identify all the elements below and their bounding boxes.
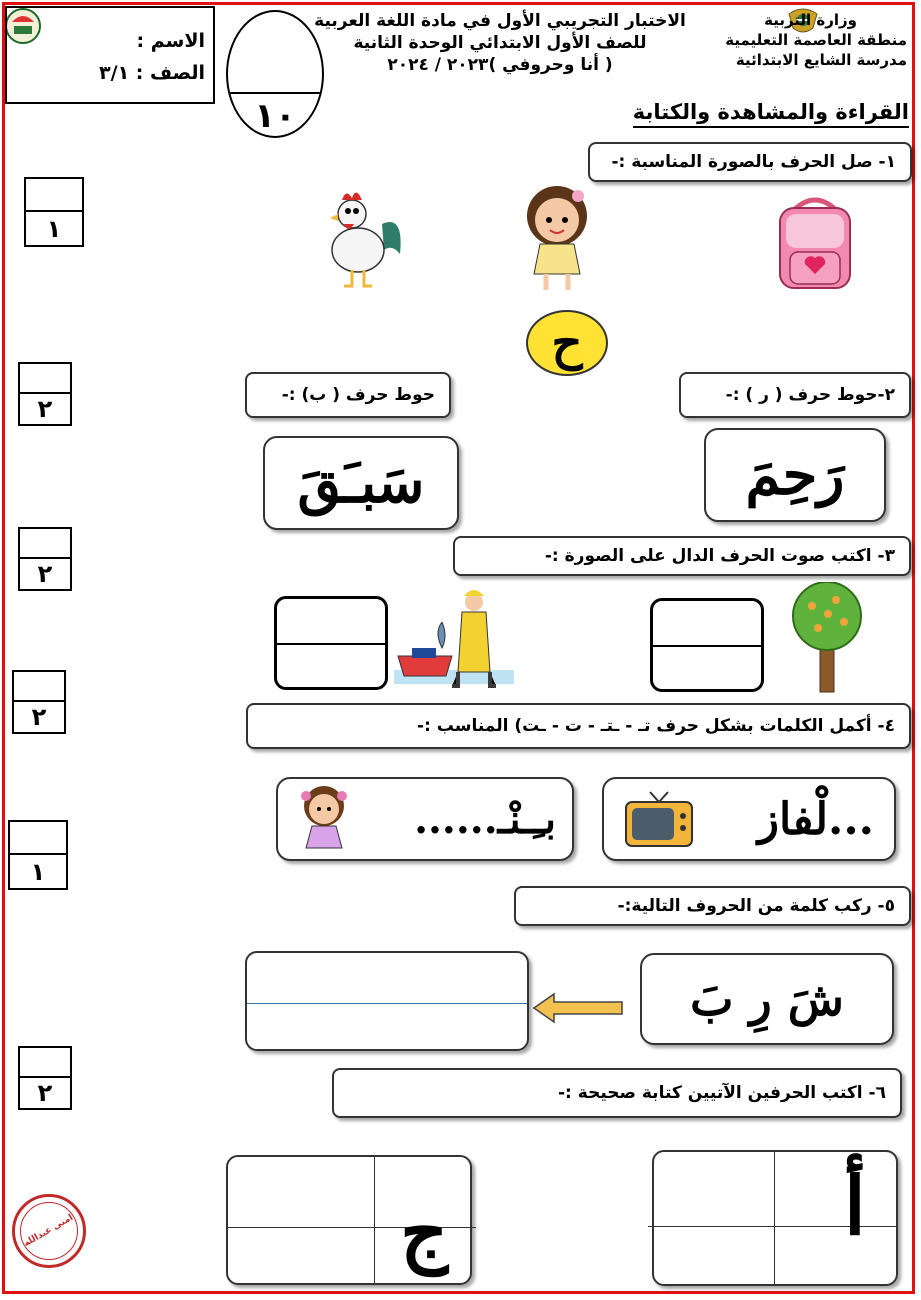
q3-answer-box-tree[interactable]	[650, 598, 764, 692]
q4-word-tv-box	[602, 777, 896, 861]
q5-letters: شَ رِ بَ	[640, 953, 894, 1045]
class-label: الصف : ٣/١	[99, 62, 205, 84]
grade-unit: للصف الأول الابتدائي الوحدة الثانية	[353, 33, 647, 53]
q1-prompt: ١- صل الحرف بالصورة المناسبة :-	[588, 142, 912, 182]
q5-answer-box[interactable]	[245, 951, 529, 1051]
unit-year: ( أنا وحروفي )٢٠٢٣ / ٢٠٢٤	[387, 55, 613, 75]
total-score-circle	[226, 10, 324, 138]
tv-icon	[624, 790, 694, 848]
q2-word-r: رَحِمَ	[704, 428, 886, 522]
fisherman-icon	[394, 586, 514, 692]
district-name: منطقة العاصمة التعليمية	[725, 31, 907, 49]
q4-prompt: ٤- أكمل الكلمات بشكل حرف تـ - ـتـ - ت - ـت) المناسب :-	[246, 703, 911, 749]
q2-prompt-r: ٢-حوط حرف ( ر ) :-	[679, 372, 911, 418]
q2-prompt-b: حوط حرف ( ب) :-	[245, 372, 451, 418]
letter-circle	[526, 310, 608, 376]
teacher-stamp	[12, 1194, 86, 1268]
q4-mark-box-2: ١	[8, 820, 68, 890]
name-label: الاسم :	[136, 30, 205, 52]
q4-word-girl: بـِـنْـ......	[414, 795, 556, 843]
exam-title: الاختبار التجريبي الأول في مادة اللغة العربية	[314, 11, 686, 31]
q6-box-jeem[interactable]	[226, 1155, 472, 1285]
girl-icon	[518, 180, 596, 296]
header-exam-info	[310, 10, 690, 76]
q1-mark-box: ١	[24, 177, 84, 247]
q3-prompt: ٣- اكتب صوت الحرف الدال على الصورة :-	[453, 536, 911, 576]
q4-word-girl-box	[276, 777, 574, 861]
q6-letter-alef: أ	[843, 1159, 866, 1253]
section-title: القراءة والمشاهدة والكتابة	[633, 100, 909, 128]
girl-small-icon	[294, 782, 354, 856]
q4-mark-box-1: ٢	[12, 670, 66, 734]
q6-prompt: ٦- اكتب الحرفين الآتيين كتابة صحيحة :-	[332, 1068, 902, 1118]
tree-icon	[784, 582, 870, 694]
q3-mark-box: ٢	[18, 527, 72, 591]
q4-word-tv: ...لْفاز	[757, 793, 874, 845]
q5-prompt: ٥- ركب كلمة من الحروف التالية:-	[514, 886, 911, 926]
backpack-icon	[772, 190, 858, 290]
total-score: ١٠	[254, 96, 296, 136]
q2-word-b: سَبـَقَ	[263, 436, 459, 530]
school-name: مدرسة الشايع الابتدائية	[735, 51, 907, 69]
q6-mark-box: ٢	[18, 1046, 72, 1110]
student-info-box	[5, 6, 215, 104]
q3-answer-box-fish[interactable]	[274, 596, 388, 690]
rooster-icon	[322, 184, 406, 292]
q6-letter-jeem: ج	[400, 1190, 448, 1276]
arrow-left-icon	[532, 992, 626, 1024]
stamp-text: امنى عبدالله	[22, 1212, 76, 1250]
q2-mark-box: ٢	[18, 362, 72, 426]
target-letter: ح	[551, 315, 583, 371]
header-school-info	[725, 10, 907, 70]
ministry-name: وزارة التربية	[764, 11, 857, 29]
q6-box-alef[interactable]	[652, 1150, 898, 1286]
